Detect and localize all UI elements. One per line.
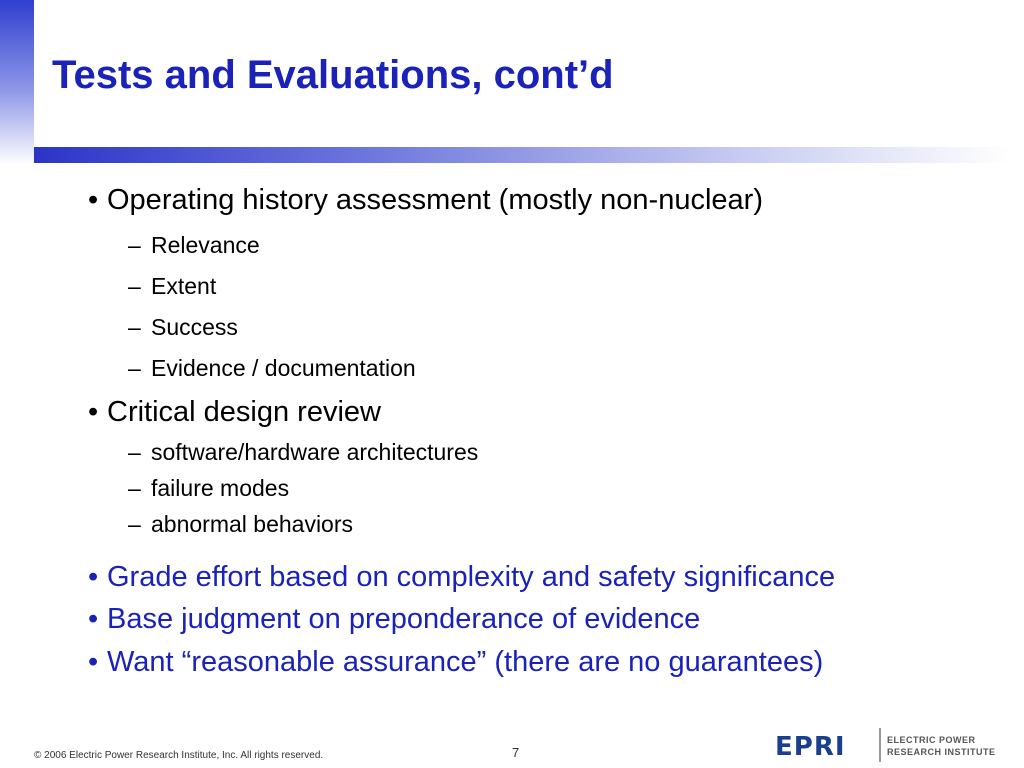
bullet-text: Grade effort based on complexity and safety significance <box>107 561 836 593</box>
bullet-text: Want “reasonable assurance” (there are no guarantees) <box>107 646 824 678</box>
sub-bullet-text: abnormal behaviors <box>151 511 354 537</box>
sub-bullet-dash: – <box>128 273 141 299</box>
slide-title: Tests and Evaluations, cont’d <box>52 53 614 97</box>
sub-bullet-dash: – <box>128 475 141 501</box>
sub-bullet-text: Evidence / documentation <box>151 355 416 381</box>
logo-line-2: RESEARCH INSTITUTE <box>887 747 996 757</box>
bullet-dot: • <box>88 396 99 428</box>
sub-bullet-dash: – <box>128 355 141 381</box>
epri-logo-mark: EPRI <box>775 732 846 762</box>
copyright-notice: © 2006 Electric Power Research Institute, Inc. All rights reserved. <box>34 750 324 761</box>
sub-bullet-text: Extent <box>151 273 217 299</box>
logo-wordmark <box>887 734 996 758</box>
logo-line-1: ELECTRIC POWER <box>887 735 976 745</box>
sub-bullet-text: Relevance <box>151 232 260 258</box>
sub-bullet-dash: – <box>128 232 141 258</box>
bullet-text: Critical design review <box>107 396 381 428</box>
sub-bullet-dash: – <box>128 314 141 340</box>
sub-bullet-text: failure modes <box>151 475 290 501</box>
bullet-dot: • <box>88 561 99 593</box>
logo-divider <box>879 728 881 762</box>
sub-bullet-dash: – <box>128 511 141 537</box>
bullet-dot: • <box>88 646 99 678</box>
sub-bullet-dash: – <box>128 439 141 465</box>
bullet-dot: • <box>88 603 99 635</box>
sub-bullet-text: software/hardware architectures <box>151 439 479 465</box>
bullet-dot: • <box>88 184 99 216</box>
bullet-text: Base judgment on preponderance of evidence <box>107 603 701 635</box>
bullet-text: Operating history assessment (mostly non-nuclear) <box>107 184 763 216</box>
epri-logo <box>775 726 1005 766</box>
sub-bullet-text: Success <box>151 314 238 340</box>
page-number: 7 <box>512 745 520 760</box>
